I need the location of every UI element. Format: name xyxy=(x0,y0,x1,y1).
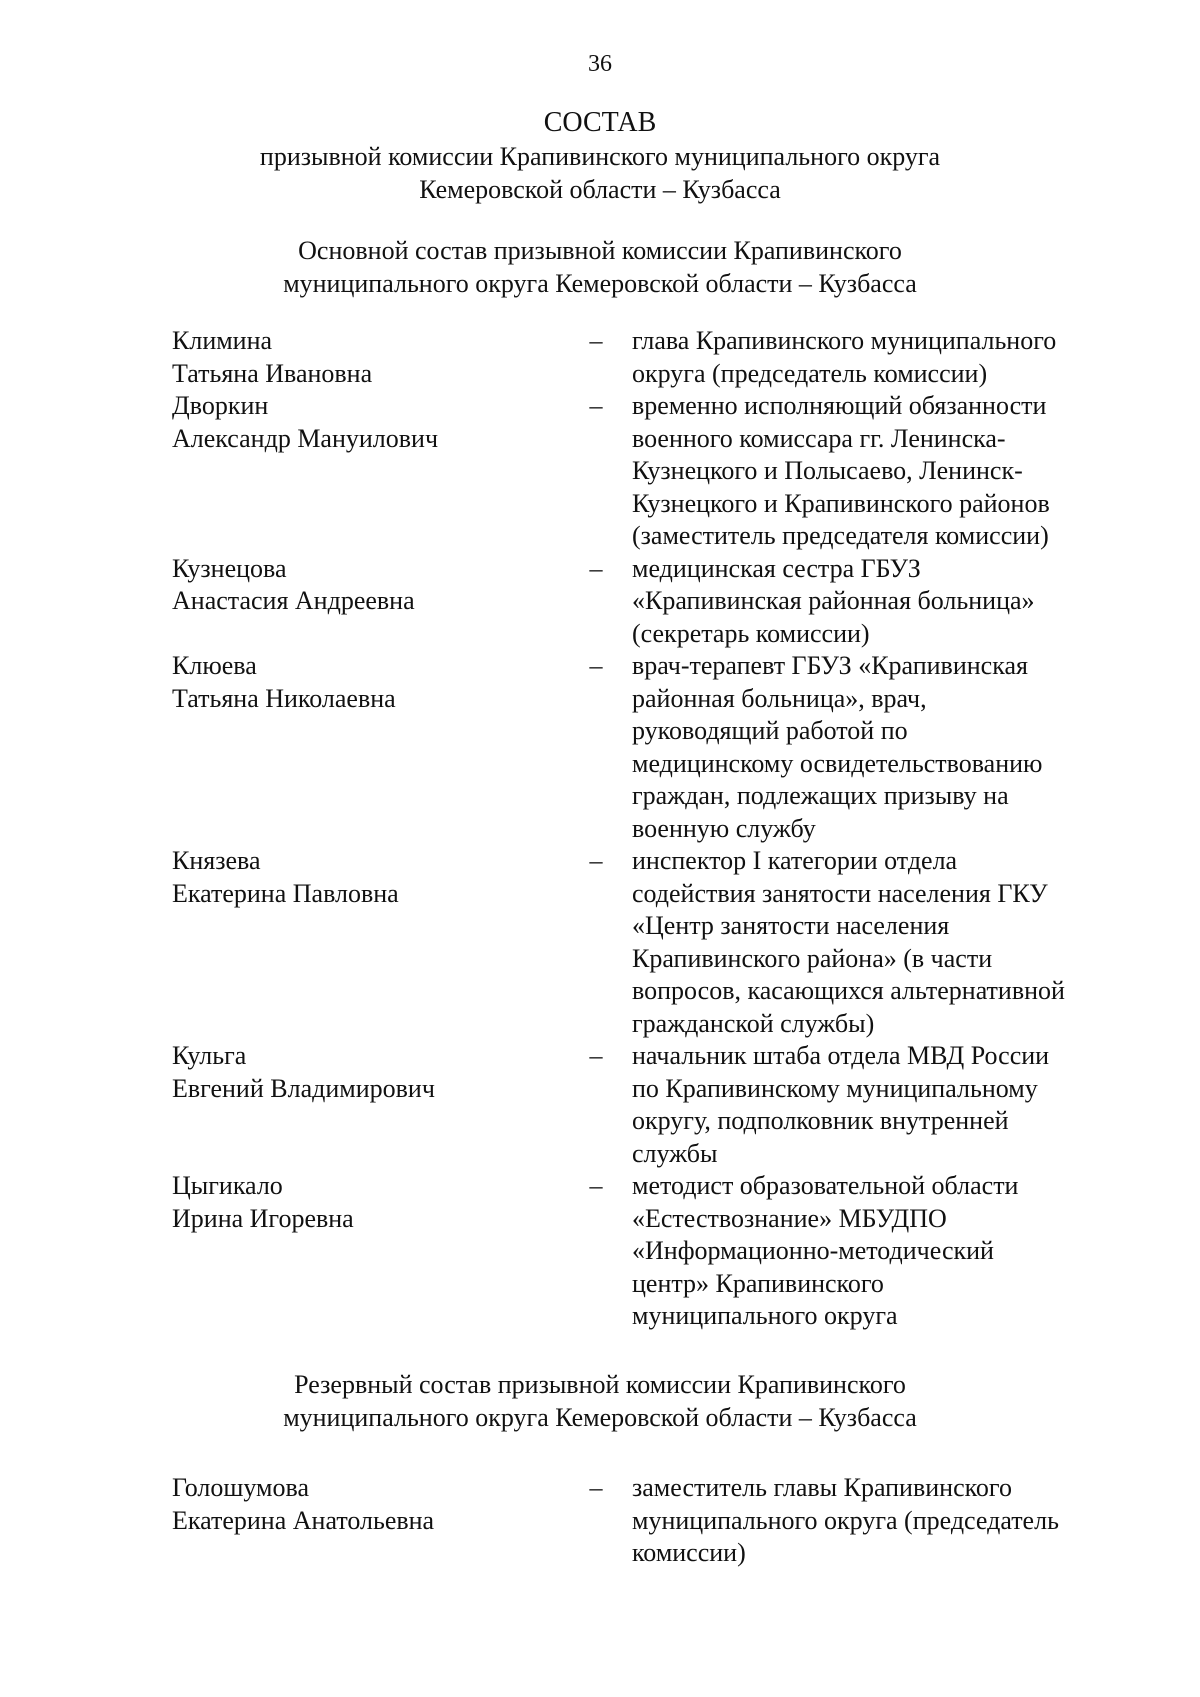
member-row xyxy=(172,1472,1092,1570)
page-number: 36 xyxy=(588,51,612,77)
member-name xyxy=(172,1170,572,1235)
member-name xyxy=(172,845,572,910)
main-heading-line-2: муниципального округа Кемеровской области – Кузбасса xyxy=(283,269,917,298)
member-given-names: Ирина Игоревна xyxy=(172,1203,354,1233)
member-given-names: Татьяна Ивановна xyxy=(172,358,373,388)
member-role: инспектор I категории отдела содействия занятости населения ГКУ «Центр занятости населения Крапивинского района» (в части вопросов, касающихся альтернативной гражданской службы) xyxy=(632,846,1065,1038)
member-given-names: Екатерина Анатольевна xyxy=(172,1505,435,1535)
member-name xyxy=(172,390,572,455)
member-surname: Климина xyxy=(172,326,273,355)
member-name xyxy=(172,1040,572,1105)
member-name xyxy=(172,650,572,715)
member-dash: – xyxy=(589,1473,603,1502)
member-dash: – xyxy=(589,846,603,875)
member-dash: – xyxy=(589,1171,603,1200)
member-dash: – xyxy=(589,553,603,583)
member-name xyxy=(172,553,572,618)
document-title xyxy=(0,106,1200,206)
member-role: медицинская сестра ГБУЗ «Крапивинская районная больница» (секретарь комиссии) xyxy=(632,553,1035,648)
title-main: СОСТАВ xyxy=(543,107,657,138)
member-name xyxy=(172,1472,572,1537)
member-surname: Кузнецова xyxy=(172,553,287,583)
member-role: врач-терапевт ГБУЗ «Крапивинская районная больница», врач, руководящий работой по медицинскому освидетельствованию граждан, подлежащих призыву на военную службу xyxy=(632,651,1043,843)
member-name xyxy=(172,325,572,390)
member-role: временно исполняющий обязанности военного комиссара гг. Ленинска- Кузнецкого и Полысаево, Ленинск- Кузнецкого и Крапивинского районов (заместитель председателя комиссии) xyxy=(632,391,1050,550)
member-given-names: Анастасия Андреевна xyxy=(172,586,415,615)
title-line-1: призывной комиссии Крапивинского муниципального округа xyxy=(259,142,941,171)
member-given-names: Александр Мануилович xyxy=(172,423,439,453)
member-dash: – xyxy=(589,326,603,355)
reserve-heading-line-1: Резервный состав призывной комиссии Крапивинского xyxy=(294,1370,906,1399)
title-line-2: Кемеровской области – Кузбасса xyxy=(419,175,781,204)
member-dash: – xyxy=(589,651,603,680)
member-role: заместитель главы Крапивинского муниципального округа (председатель комиссии) xyxy=(632,1473,1059,1567)
member-row xyxy=(172,1170,1092,1333)
member-surname: Клюева xyxy=(172,651,257,680)
member-dash: – xyxy=(589,1041,603,1070)
reserve-section-heading xyxy=(0,1368,1200,1434)
member-row xyxy=(172,553,1092,651)
member-given-names: Татьяна Николаевна xyxy=(172,683,396,713)
reserve-heading-line-2: муниципального округа Кемеровской области – Кузбасса xyxy=(283,1403,917,1432)
member-row xyxy=(172,325,1092,390)
member-given-names: Екатерина Павловна xyxy=(172,878,399,908)
reserve-members-list xyxy=(172,1472,1092,1570)
main-members-list xyxy=(172,325,1092,1333)
member-row xyxy=(172,1040,1092,1170)
member-given-names: Евгений Владимирович xyxy=(172,1073,435,1103)
member-surname: Цыгикало xyxy=(172,1171,283,1200)
main-section-heading xyxy=(0,234,1200,300)
member-row xyxy=(172,845,1092,1040)
member-row xyxy=(172,390,1092,553)
member-role: методист образовательной области «Естествознание» МБУДПО «Информационно-методический центр» Крапивинского муниципального округа xyxy=(632,1171,1019,1330)
member-role: начальник штаба отдела МВД России по Крапивинскому муниципальному округу, подполковник внутренней службы xyxy=(632,1041,1050,1168)
main-heading-line-1: Основной состав призывной комиссии Крапивинского xyxy=(298,236,902,265)
member-surname: Князева xyxy=(172,846,261,875)
member-dash: – xyxy=(589,391,603,420)
member-role: глава Крапивинского муниципального округа (председатель комиссии) xyxy=(632,326,1057,388)
member-row xyxy=(172,650,1092,845)
member-surname: Кульга xyxy=(172,1041,247,1070)
member-surname: Дворкин xyxy=(172,391,269,420)
member-surname: Голошумова xyxy=(172,1473,309,1502)
